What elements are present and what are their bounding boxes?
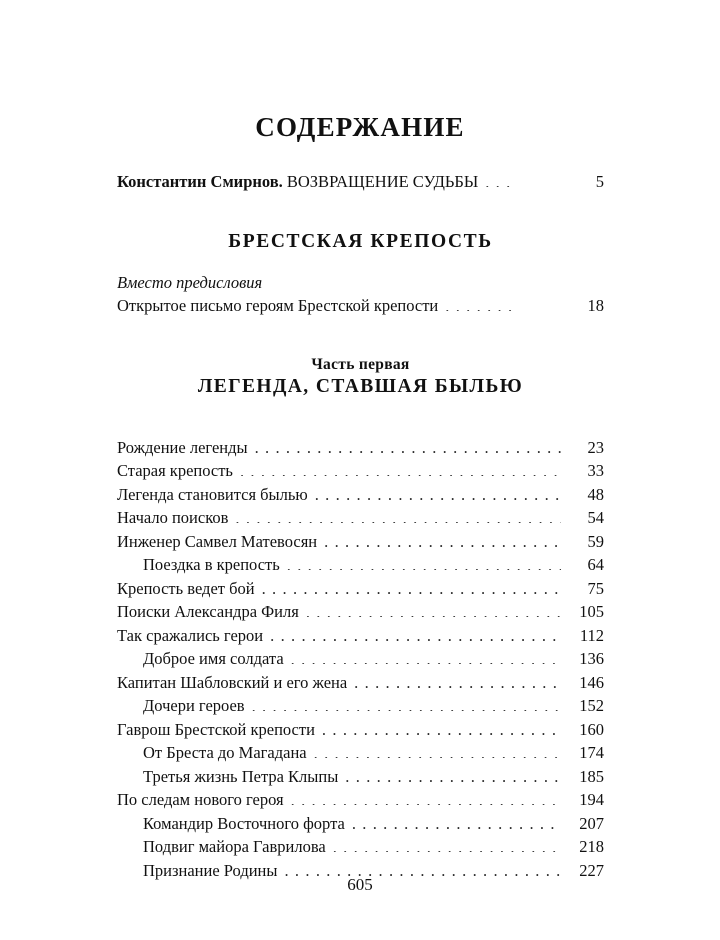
toc-page-number: 227	[579, 860, 604, 880]
toc-page-number: 194	[579, 790, 604, 809]
toc-entry-front[interactable]	[117, 170, 604, 194]
dot-leader	[262, 577, 561, 594]
toc-entry-label: Признание Родины	[143, 860, 278, 880]
toc-entry-title: ВОЗВРАЩЕНИЕ СУДЬБЫ	[286, 172, 479, 191]
toc-page-number: 185	[579, 766, 604, 786]
page-title: СОДЕРЖАНИЕ	[255, 112, 465, 142]
toc-page-number: 54	[587, 508, 604, 527]
toc-content	[117, 170, 604, 882]
dot-leader	[315, 483, 561, 500]
spacer	[117, 194, 604, 231]
dot-leader	[314, 742, 561, 759]
toc-entry-preface[interactable]	[117, 294, 604, 318]
toc-entry[interactable]	[117, 671, 604, 695]
toc-page-number: 207	[579, 813, 604, 833]
toc-entry-author: Константин Смирнов.	[117, 172, 283, 191]
toc-entry-label: Крепость ведет бой	[117, 578, 255, 598]
toc-entry[interactable]	[117, 647, 604, 671]
part-title: ЛЕГЕНДА, СТАВШАЯ БЫЛЬЮ	[197, 375, 524, 397]
toc-entry-label: Дочери героев	[143, 696, 245, 715]
spacer	[117, 398, 604, 436]
toc-page-number: 5	[595, 172, 604, 191]
dot-leader	[284, 859, 561, 876]
dot-leader	[291, 789, 561, 806]
dot-leader	[333, 836, 561, 853]
toc-entry-label: Старая крепость	[117, 461, 233, 480]
dot-leader	[352, 812, 561, 829]
toc-entry-label: Начало поисков	[117, 508, 229, 527]
dot-leader	[235, 507, 561, 524]
toc-entry[interactable]	[117, 577, 604, 601]
page-folio-number: 605	[347, 875, 373, 894]
toc-entry[interactable]	[117, 600, 604, 624]
part-label: Часть первая	[311, 355, 410, 373]
toc-entry[interactable]	[117, 741, 604, 765]
toc-entry-label: По следам нового героя	[117, 790, 284, 809]
toc-entry[interactable]	[117, 788, 604, 812]
toc-entry-label: Поездка в крепость	[143, 555, 280, 574]
toc-page-number: 218	[579, 837, 604, 856]
toc-page-number: 59	[587, 531, 604, 551]
toc-entry[interactable]	[117, 718, 604, 742]
toc-list	[117, 436, 604, 883]
dot-leader	[252, 695, 561, 712]
dot-leader	[324, 530, 561, 547]
dot-leader	[485, 171, 551, 188]
toc-page-number: 18	[587, 296, 604, 315]
toc-entry-label: Так сражались герои	[117, 625, 264, 645]
toc-page-number: 48	[587, 484, 604, 504]
toc-entry-label: Командир Восточного форта	[143, 813, 345, 833]
dot-leader	[354, 671, 561, 688]
toc-page-number: 105	[579, 602, 604, 621]
toc-entry-label: Гаврош Брестской крепости	[117, 719, 315, 739]
toc-entry[interactable]	[117, 459, 604, 483]
toc-page-number: 64	[587, 555, 604, 574]
toc-entry[interactable]	[117, 765, 604, 789]
dot-leader	[345, 765, 561, 782]
toc-entry-label: От Бреста до Магадана	[143, 743, 307, 762]
dot-leader	[306, 601, 561, 618]
toc-page-number: 33	[587, 461, 604, 480]
toc-entry-label: Поиски Александра Филя	[117, 602, 299, 621]
toc-entry[interactable]	[117, 694, 604, 718]
dot-leader	[445, 295, 561, 312]
toc-entry-label	[117, 170, 485, 194]
toc-entry-label: Рождение легенды	[117, 437, 248, 457]
toc-entry[interactable]	[117, 506, 604, 530]
toc-entry[interactable]	[117, 530, 604, 554]
toc-page-number: 160	[579, 719, 604, 739]
dot-leader	[291, 648, 561, 665]
toc-page-number: 75	[587, 578, 604, 598]
spacer	[117, 253, 604, 271]
toc-page-number: 23	[587, 437, 604, 457]
toc-entry-label: Капитан Шабловский и его жена	[117, 672, 348, 692]
toc-entry-label: Третья жизнь Петра Клыпы	[143, 766, 339, 786]
dot-leader	[287, 554, 561, 571]
toc-entry-label: Легенда становится былью	[117, 484, 308, 504]
dot-leader	[270, 624, 561, 641]
spacer	[117, 318, 604, 356]
toc-page-number: 136	[579, 649, 604, 668]
toc-page-number: 152	[579, 696, 604, 715]
dot-leader	[240, 460, 561, 477]
toc-page-number: 174	[579, 743, 604, 762]
toc-page-number: 146	[579, 672, 604, 692]
toc-page-number: 112	[579, 625, 604, 645]
toc-entry[interactable]	[117, 553, 604, 577]
toc-entry-label: Подвиг майора Гаврилова	[143, 837, 326, 856]
dot-leader	[255, 436, 561, 453]
preface-note: Вместо предисловия	[117, 272, 263, 292]
toc-entry-label: Доброе имя солдата	[143, 649, 284, 668]
toc-entry[interactable]	[117, 436, 604, 460]
toc-entry-label: Инженер Самвел Матевосян	[117, 531, 318, 551]
section-heading-brest-fortress: БРЕСТСКАЯ КРЕПОСТЬ	[228, 230, 493, 252]
toc-entry[interactable]	[117, 835, 604, 859]
toc-entry[interactable]	[117, 624, 604, 648]
toc-entry-label: Открытое письмо героям Брестской крепости	[117, 296, 439, 315]
toc-entry[interactable]	[117, 483, 604, 507]
toc-entry[interactable]	[117, 812, 604, 836]
dot-leader	[322, 718, 561, 735]
